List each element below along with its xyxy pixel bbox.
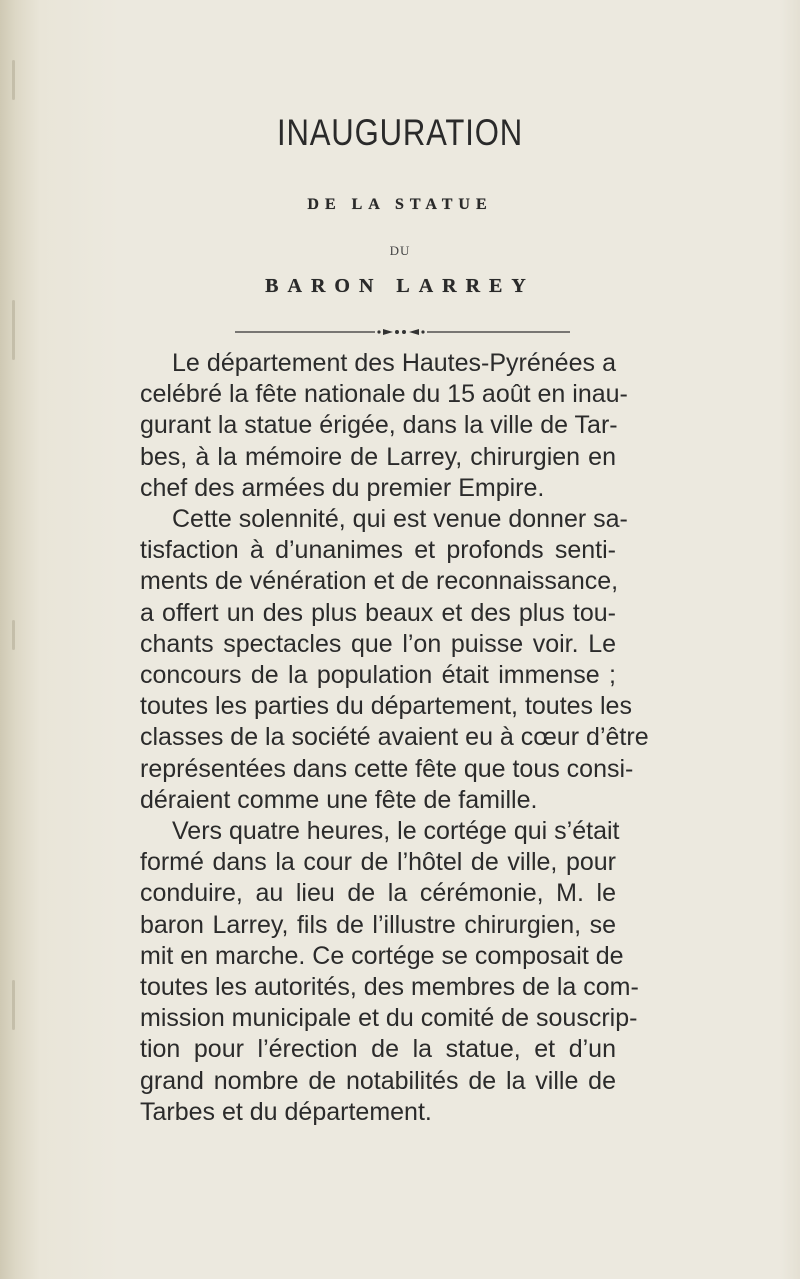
text-line: déraient comme une fête de famille. <box>140 785 538 814</box>
text-line: conduire, au lieu de la cérémonie, M. le <box>140 879 616 908</box>
paragraph-1 <box>140 348 628 504</box>
title-line-du: DU <box>389 243 411 258</box>
ornamental-rule <box>235 326 570 338</box>
text-line: tisfaction à d’unanimes et profonds senti- <box>140 536 616 565</box>
page-title: INAUGURATION <box>276 112 524 153</box>
text-line: toutes les parties du département, toutes les <box>140 692 632 721</box>
text-line: Tarbes et du département. <box>140 1097 432 1126</box>
text-line: formé dans la cour de l’hôtel de ville, pour <box>140 848 616 877</box>
paragraph-3 <box>140 816 639 1128</box>
paper-stain <box>12 980 15 1030</box>
text-line: bes, à la mémoire de Larrey, chirurgien en <box>140 442 616 471</box>
text-line: Le département des Hautes-Pyrénées a <box>172 349 616 377</box>
text-line: gurant la statue érigée, dans la ville de Tar- <box>140 411 618 440</box>
text-line: ments de vénération et de reconnaissance, <box>140 567 619 596</box>
text-line: grand nombre de notabilités de la ville de <box>140 1066 616 1095</box>
text-line: chants spectacles que l’on puisse voir. Le <box>140 629 616 658</box>
text-line: a offert un des plus beaux et des plus tou- <box>140 598 616 627</box>
text-line: mit en marche. Ce cortége se composait de <box>140 941 624 970</box>
text-line: celébré la fête nationale du 15 août en inau- <box>140 380 628 409</box>
text-line: Cette solennité, qui est venue donner sa- <box>172 505 628 534</box>
text-line: classes de la société avaient eu à cœur d’être <box>140 723 649 752</box>
article-text <box>140 348 649 1128</box>
text-line: représentées dans cette fête que tous consi- <box>140 754 634 783</box>
paper-stain <box>12 60 15 100</box>
text-line: concours de la population était immense ; <box>140 661 616 690</box>
text-line: baron Larrey, fils de l’illustre chirurgien, se <box>140 910 616 939</box>
paper-stain <box>12 620 15 650</box>
title-line-baron-larrey: BARON LARREY <box>265 275 535 297</box>
paper-stain <box>12 300 15 360</box>
paragraph-2 <box>140 504 649 816</box>
text-line: toutes les autorités, des membres de la com- <box>140 973 639 1002</box>
text-line: chef des armées du premier Empire. <box>140 473 545 502</box>
text-line: tion pour l’érection de la statue, et d’un <box>140 1035 616 1064</box>
text-line: Vers quatre heures, le cortége qui s’était <box>172 817 620 846</box>
text-line: mission municipale et du comité de souscrip- <box>140 1004 638 1033</box>
title-line-de-la-statue: DE LA STATUE <box>307 196 493 213</box>
